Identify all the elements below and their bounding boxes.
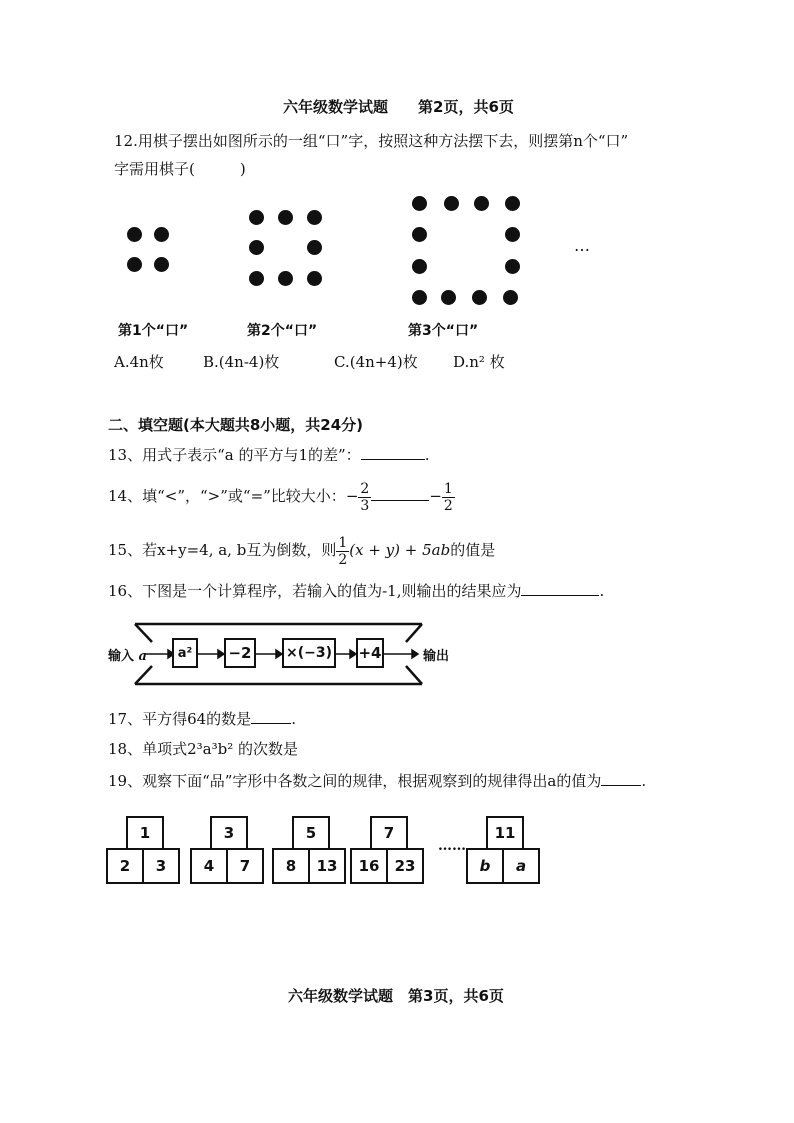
- chess-piece: [307, 210, 322, 225]
- chess-piece: [154, 227, 169, 242]
- pin-right-cell: 3: [142, 848, 180, 884]
- pin-top-cell: 5: [292, 816, 330, 850]
- q12-option-b[interactable]: B.(4n-4)枚: [203, 353, 280, 371]
- q16-text: 16、下图是一个计算程序，若输入的值为-1,则输出的结果应为: [108, 582, 522, 600]
- q16: 16、下图是一个计算程序，若输入的值为-1,则输出的结果应为 .: [108, 582, 605, 600]
- pin-left-cell: b: [466, 848, 504, 884]
- pin-top-cell: 7: [370, 816, 408, 850]
- chess-piece: [412, 259, 427, 274]
- q18-text: 18、单项式2³a³b² 的次数是: [108, 740, 298, 758]
- pin-right-cell: a: [502, 848, 540, 884]
- page-header-bottom: 六年级数学试题 第3页，共6页: [288, 987, 504, 1005]
- pin-top-cell: 11: [486, 816, 524, 850]
- q12-figure-label-1: 第1个“口”: [118, 323, 189, 339]
- program-step-times-neg3: ×(−3): [282, 638, 336, 668]
- chess-piece: [278, 210, 293, 225]
- chess-piece: [307, 240, 322, 255]
- fraction-one-half: $\frac{1}{2}$: [338, 534, 348, 568]
- q17-answer-blank[interactable]: [251, 709, 291, 724]
- q14-answer-blank[interactable]: [371, 486, 429, 501]
- q12-figure-ellipsis: …: [574, 236, 590, 255]
- q14: 14、填“<”，“>”或“=”比较大小：− $\frac{2}{3}$ − $\frac{1}{2}$: [108, 480, 453, 514]
- q15-text: 15、若x+y=4, a, b互为倒数，则: [108, 541, 337, 559]
- q15: 15、若x+y=4, a, b互为倒数，则 $\frac{1}{2}$ (x + y) + 5ab的值是: [108, 534, 496, 568]
- program-step-plus-4: +4: [356, 638, 384, 668]
- chess-piece: [412, 227, 427, 242]
- section-2-title: 二、填空题(本大题共8小题，共24分): [108, 416, 364, 434]
- chess-piece: [441, 290, 456, 305]
- fraction-one-half: $\frac{1}{2}$: [443, 480, 453, 514]
- chess-piece: [505, 259, 520, 274]
- pin-right-cell: 7: [226, 848, 264, 884]
- chess-piece: [412, 196, 427, 211]
- q19: 19、观察下面“品”字形中各数之间的规律，根据观察到的规律得出a的值为 .: [108, 772, 647, 790]
- chess-piece: [249, 210, 264, 225]
- q19-text: 19、观察下面“品”字形中各数之间的规律，根据观察到的规律得出a的值为: [108, 772, 602, 790]
- pin-right-cell: 23: [386, 848, 424, 884]
- program-output-label: 输出: [423, 649, 450, 664]
- q14-text: 14、填“<”，“>”或“=”比较大小：: [108, 487, 346, 505]
- q12-figure-label-2: 第2个“口”: [247, 323, 318, 339]
- program-input-label: 输入 a: [108, 649, 147, 664]
- program-step-minus-2: −2: [224, 638, 256, 668]
- q12-line2: 字需用棋子( ): [114, 160, 246, 178]
- chess-piece: [444, 196, 459, 211]
- chess-piece: [127, 257, 142, 272]
- fraction-two-thirds: $\frac{2}{3}$: [360, 480, 370, 514]
- q12-option-a[interactable]: A.4n枚: [114, 353, 164, 371]
- pin-left-cell: 16: [350, 848, 388, 884]
- q13-text: 13、用式子表示“a 的平方与1的差”：: [108, 446, 361, 464]
- pin-left-cell: 8: [272, 848, 310, 884]
- pin-left-cell: 2: [106, 848, 144, 884]
- chess-piece: [505, 227, 520, 242]
- page-header-top: 六年级数学试题 第2页，共6页: [283, 98, 514, 116]
- q13: 13、用式子表示“a 的平方与1的差”： .: [108, 446, 430, 464]
- chess-piece: [474, 196, 489, 211]
- q12-line1: 12.用棋子摆出如图所示的一组“口”字，按照这种方法摆下去，则摆第n个“口”: [114, 132, 629, 150]
- chess-piece: [127, 227, 142, 242]
- q12-option-d[interactable]: D.n² 枚: [453, 353, 505, 371]
- pin-right-cell: 13: [308, 848, 346, 884]
- chess-piece: [278, 271, 293, 286]
- q12-option-c[interactable]: C.(4n+4)枚: [334, 353, 418, 371]
- q13-answer-blank[interactable]: [361, 445, 425, 460]
- pin-ellipsis: ……: [438, 838, 466, 854]
- q17: 17、平方得64的数是 .: [108, 710, 296, 728]
- chess-piece: [505, 196, 520, 211]
- chess-piece: [154, 257, 169, 272]
- q15-expression: (x + y) + 5ab: [349, 541, 451, 559]
- chess-piece: [503, 290, 518, 305]
- chess-piece: [472, 290, 487, 305]
- chess-piece: [307, 271, 322, 286]
- chess-piece: [412, 290, 427, 305]
- q19-answer-blank[interactable]: [601, 771, 641, 786]
- pin-top-cell: 1: [126, 816, 164, 850]
- q12-figure-label-3: 第3个“口”: [408, 323, 479, 339]
- pin-left-cell: 4: [190, 848, 228, 884]
- chess-piece: [249, 271, 264, 286]
- chess-piece: [249, 240, 264, 255]
- program-step-square: a²: [172, 638, 198, 668]
- q17-text: 17、平方得64的数是: [108, 710, 252, 728]
- q16-answer-blank[interactable]: [521, 581, 599, 596]
- pin-top-cell: 3: [210, 816, 248, 850]
